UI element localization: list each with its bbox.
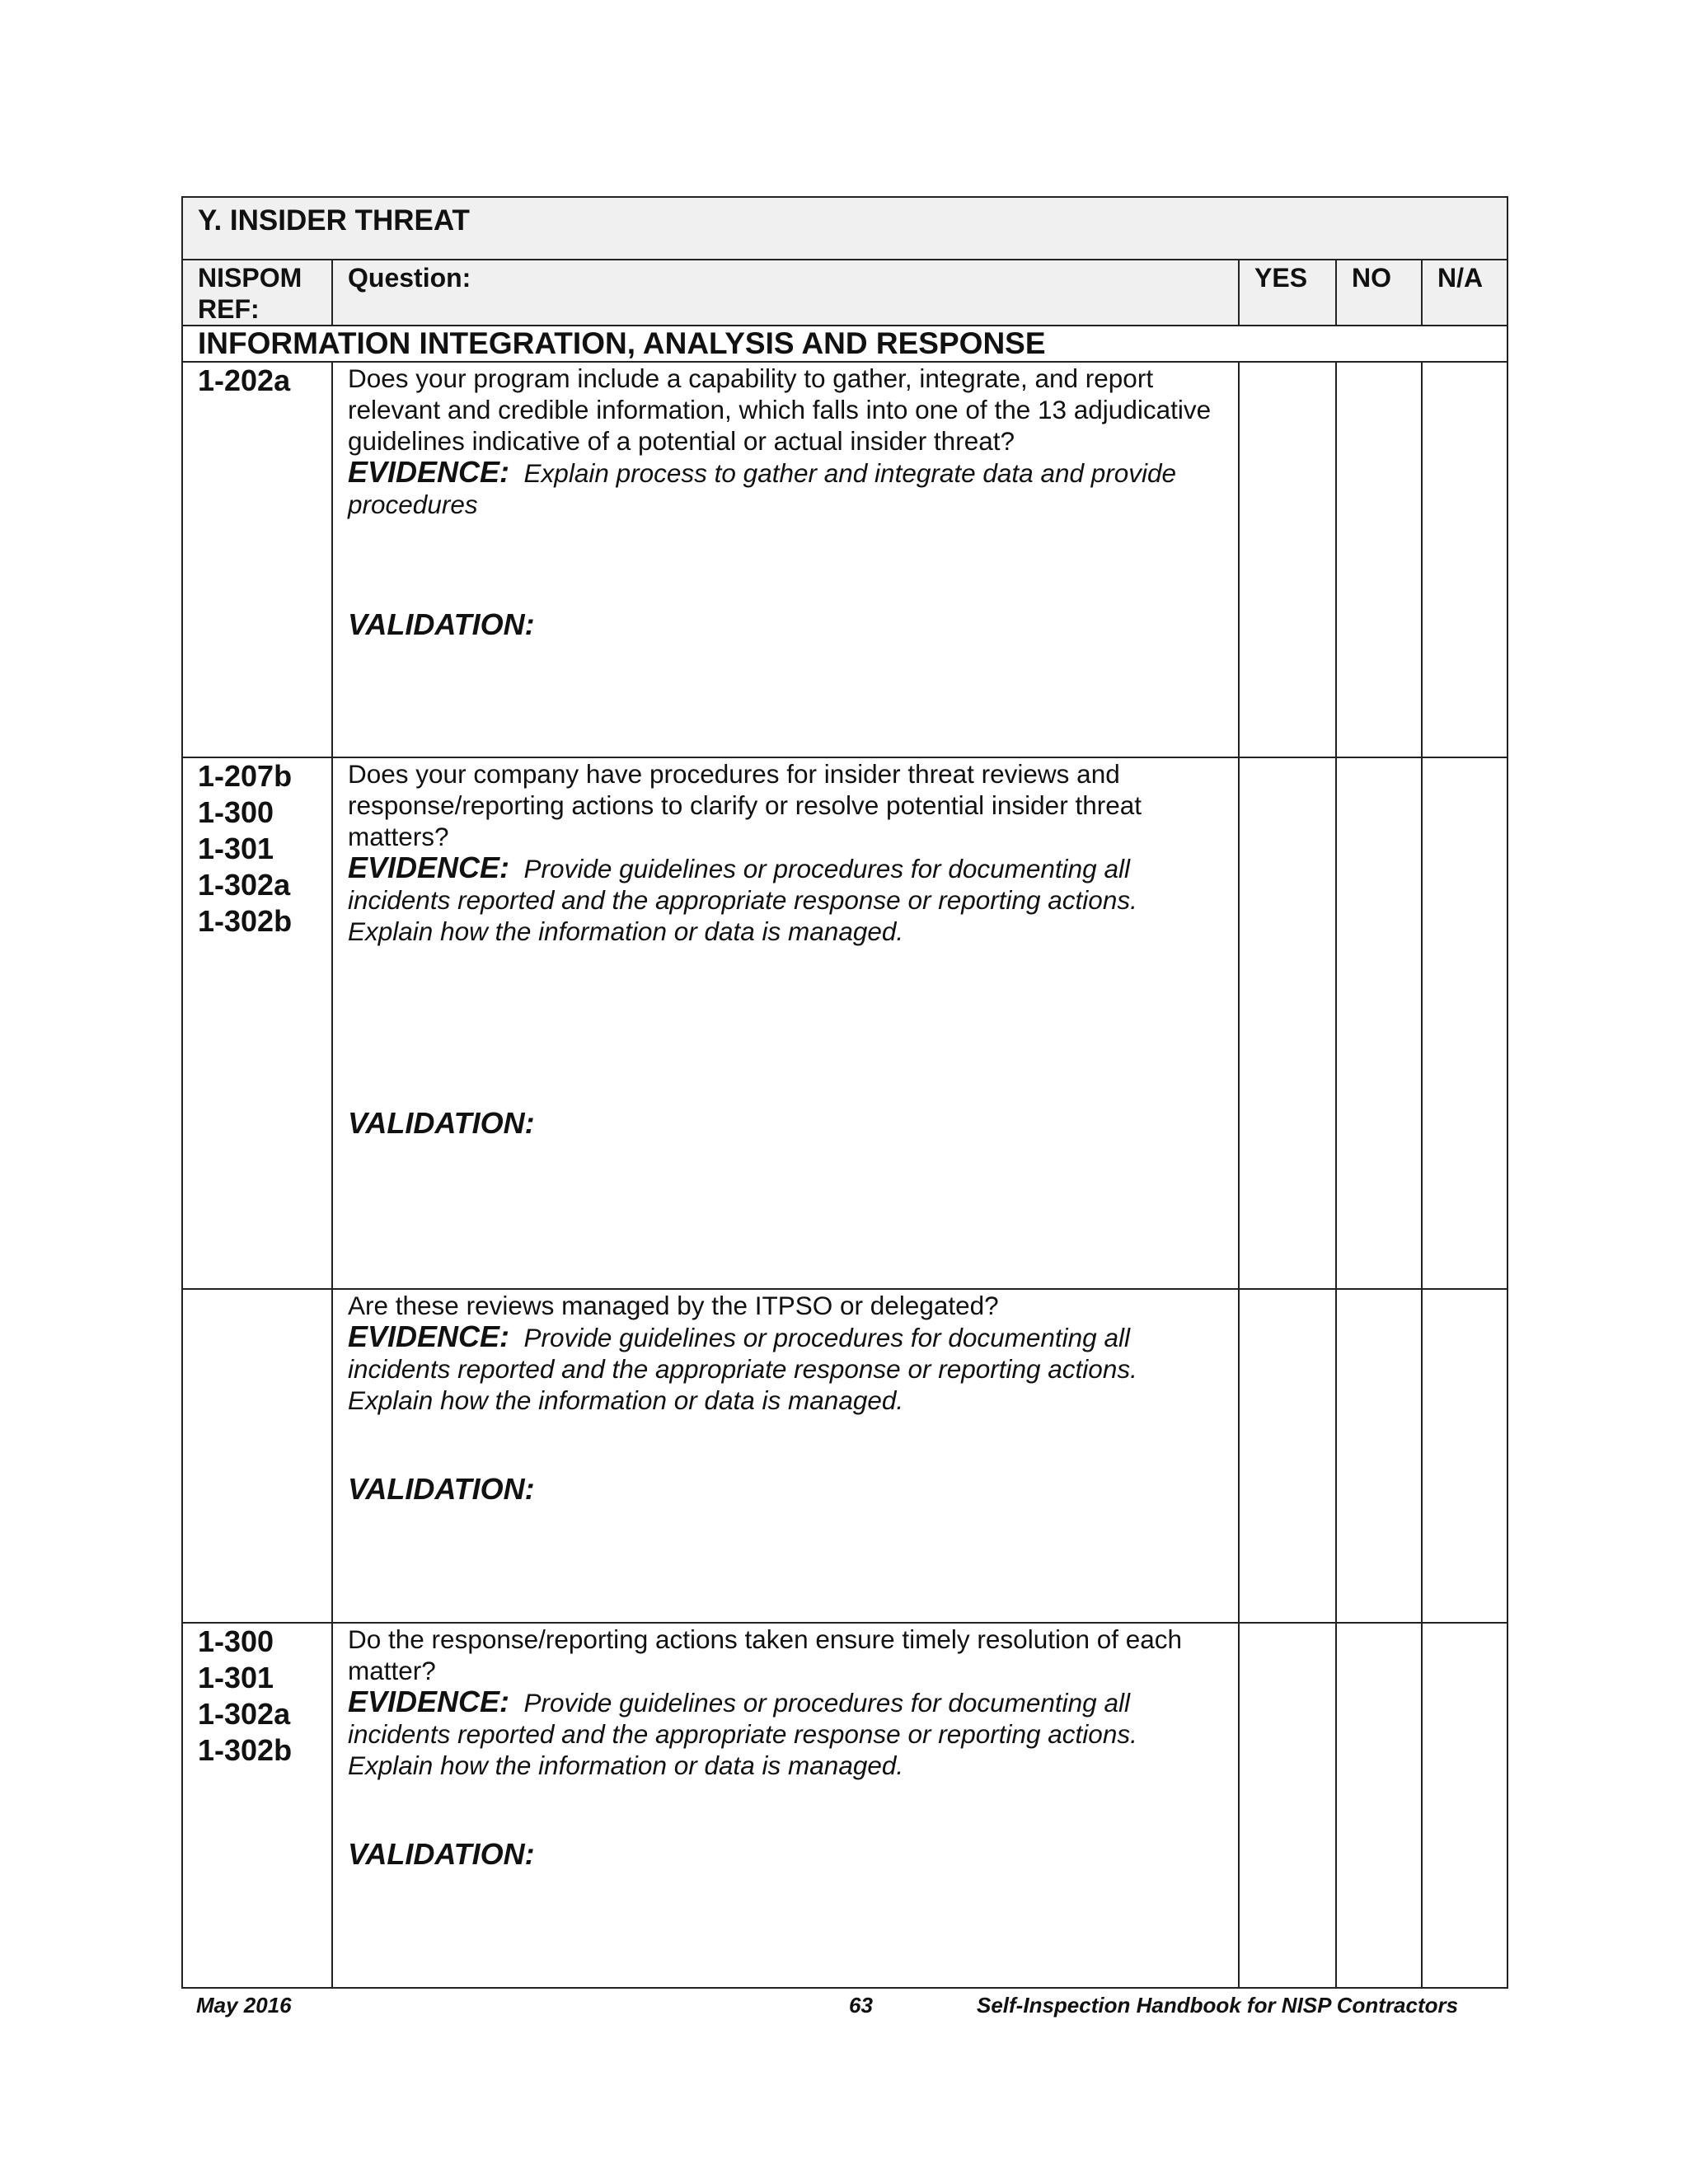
nispom-ref: 1-202a [198,363,291,397]
question-text: Are these reviews managed by the ITPSO or delegated? [348,1291,999,1320]
question-text: Does your program include a capability to gather, integrate, and report relevant and credible information, which falls into one of the 13 adjudicative guidelines indicative of a potential or actual insider threat? [348,363,1212,456]
nispom-ref: 1-300 [198,795,274,829]
question-row [182,1289,1507,1623]
question-row [182,757,1507,1289]
yes-checkbox-cell[interactable] [1239,1289,1336,1623]
yes-checkbox-cell[interactable] [1239,757,1336,1289]
evidence-block [348,1686,1223,1781]
question-text: Does your company have procedures for insider threat reviews and response/reporting actions to clarify or resolve potential insider threat matters? [348,759,1142,851]
nispom-ref: 1-302a [198,1697,291,1731]
na-checkbox-cell[interactable] [1422,1289,1507,1623]
self-inspection-table [181,196,1508,1989]
nispom-ref: 1-302b [198,904,293,938]
question-cell [332,757,1239,1289]
yes-column-header: YES [1239,260,1336,326]
footer-page-number: 63 [849,1993,873,2018]
validation-label: VALIDATION: [348,1837,535,1871]
nispom-ref-cell [182,1623,332,1988]
evidence-block [348,457,1223,520]
evidence-text: Explain process to gather and integrate data and provide procedures [348,458,1177,519]
evidence-text: Provide guidelines or procedures for documenting all incidents reported and the appropriate response or reporting actions. Explain how the information or data is managed. [348,1688,1137,1780]
question-text: Do the response/reporting actions taken ensure timely resolution of each matter? [348,1624,1183,1685]
ref-column-header: NISPOM REF: [182,260,332,326]
nispom-ref-cell [182,757,332,1289]
no-checkbox-cell[interactable] [1336,757,1422,1289]
question-row [182,362,1507,757]
no-column-header: NO [1336,260,1422,326]
yes-checkbox-cell[interactable] [1239,1623,1336,1988]
nispom-ref: 1-301 [198,1661,274,1694]
evidence-text: Provide guidelines or procedures for documenting all incidents reported and the appropriate response or reporting actions. Explain how the information or data is managed. [348,854,1137,946]
no-checkbox-cell[interactable] [1336,1289,1422,1623]
column-header-row [182,260,1507,326]
question-cell [332,1623,1239,1988]
question-row [182,1623,1507,1988]
section-title: Y. INSIDER THREAT [182,197,1507,260]
evidence-label: EVIDENCE: [348,455,510,489]
nispom-ref: 1-302a [198,868,291,902]
nispom-ref: 1-207b [198,759,293,793]
evidence-text: Provide guidelines or procedures for documenting all incidents reported and the appropriate response or reporting actions. Explain how the information or data is managed. [348,1323,1137,1415]
section-header-row [182,197,1507,260]
yes-checkbox-cell[interactable] [1239,362,1336,757]
subsection-title: INFORMATION INTEGRATION, ANALYSIS AND RESPONSE [182,326,1507,362]
validation-label: VALIDATION: [348,1106,535,1140]
evidence-block [348,852,1223,947]
evidence-label: EVIDENCE: [348,1685,510,1718]
validation-label: VALIDATION: [348,607,535,641]
evidence-label: EVIDENCE: [348,851,510,884]
no-checkbox-cell[interactable] [1336,1623,1422,1988]
nispom-ref-cell [182,1289,332,1623]
subsection-header-row [182,326,1507,362]
question-cell [332,1289,1239,1623]
na-column-header: N/A [1422,260,1507,326]
nispom-ref: 1-300 [198,1624,274,1658]
evidence-block [348,1321,1223,1416]
no-checkbox-cell[interactable] [1336,362,1422,757]
question-column-header: Question: [332,260,1239,326]
validation-label: VALIDATION: [348,1472,535,1506]
na-checkbox-cell[interactable] [1422,757,1507,1289]
footer-document-title: Self-Inspection Handbook for NISP Contractors [977,1993,1459,2018]
nispom-ref: 1-302b [198,1733,293,1767]
evidence-label: EVIDENCE: [348,1319,510,1353]
question-cell [332,362,1239,757]
nispom-ref-cell [182,362,332,757]
na-checkbox-cell[interactable] [1422,362,1507,757]
nispom-ref: 1-301 [198,832,274,865]
na-checkbox-cell[interactable] [1422,1623,1507,1988]
footer-date: May 2016 [196,1993,292,2018]
